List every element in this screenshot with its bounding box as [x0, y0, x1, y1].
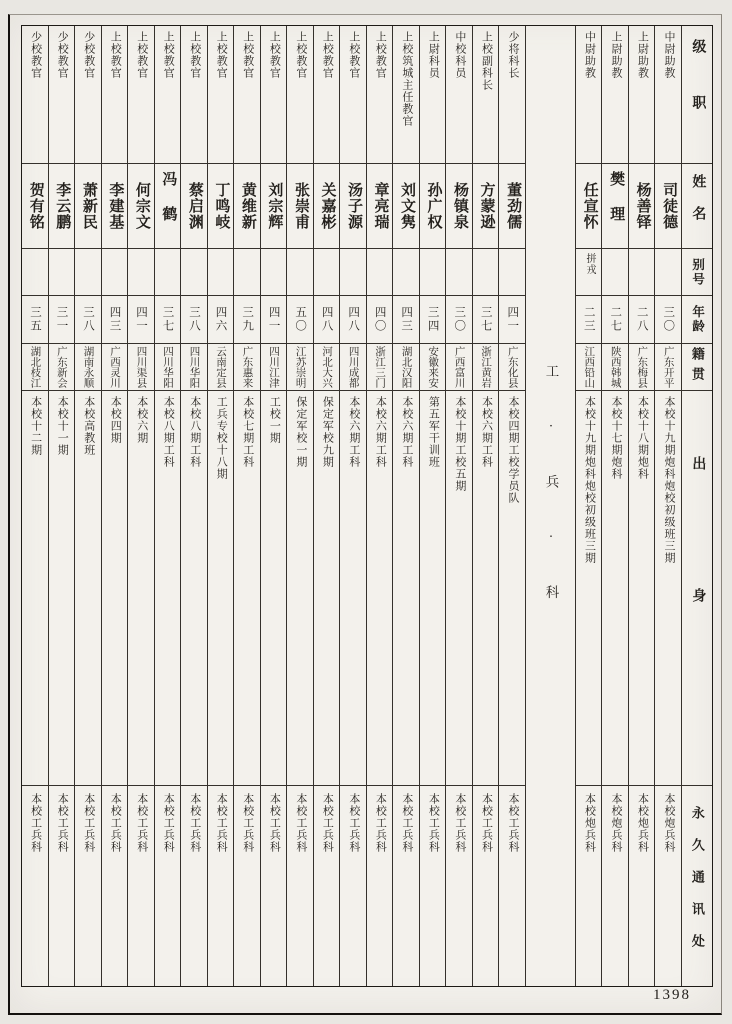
name-cell: 张崇甫	[287, 164, 313, 249]
address-cell: 本校工兵科	[506, 793, 519, 853]
rank-cell: 上校教官	[367, 26, 393, 164]
name-cell: 刘宗辉	[261, 164, 287, 249]
age-cell: 四一	[261, 296, 287, 344]
origin-cell: 浙江三门	[367, 344, 393, 391]
alias-cell	[340, 249, 366, 296]
origin-cell: 安徽来安	[420, 344, 446, 391]
alias-cell	[314, 249, 340, 296]
background-cell: 本校八期工科	[181, 391, 207, 786]
rank-cell: 中尉助教	[655, 26, 681, 164]
background-cell: 保定军校一期	[287, 391, 313, 786]
address-cell: 本校工兵科	[347, 793, 360, 853]
background-cell: 本校十七期炮科	[602, 391, 628, 786]
age-cell: 四八	[340, 296, 366, 344]
age-cell: 二三	[576, 296, 602, 344]
age-cell: 四六	[208, 296, 234, 344]
name-cell: 汤子源	[340, 164, 366, 249]
person-column	[628, 26, 655, 986]
origin-cell: 陕西韩城	[602, 344, 628, 391]
origin-cell: 云南定县	[208, 344, 234, 391]
row-header-rank: 级职	[682, 26, 712, 164]
address-cell: 本校工兵科	[109, 793, 122, 853]
origin-cell: 湖北枝江	[22, 344, 48, 391]
address-cell: 本校工兵科	[29, 793, 42, 853]
origin-cell: 河北大兴	[314, 344, 340, 391]
name-cell: 刘文隽	[393, 164, 419, 249]
origin-cell: 浙江黄岩	[473, 344, 499, 391]
person-column	[74, 26, 101, 986]
address-cell: 本校炮兵科	[636, 793, 649, 853]
background-cell: 第五军干训班	[420, 391, 446, 786]
row-header-name: 姓名	[682, 164, 712, 249]
person-column	[286, 26, 313, 986]
rank-cell: 上尉助教	[602, 26, 628, 164]
alias-cell	[287, 249, 313, 296]
person-column	[233, 26, 260, 986]
background-cell: 本校六期工科	[393, 391, 419, 786]
age-cell: 三八	[181, 296, 207, 344]
rank-cell: 上校教官	[155, 26, 181, 164]
name-cell: 冯鹤	[155, 164, 181, 249]
background-cell: 本校七期工科	[234, 391, 260, 786]
rank-cell: 上校教官	[340, 26, 366, 164]
person-column	[180, 26, 207, 986]
rank-cell: 少校教官	[49, 26, 75, 164]
rank-cell: 上校筑城主任教官	[393, 26, 419, 164]
background-cell: 本校十九期炮科炮校初级班三期	[576, 391, 602, 786]
name-cell: 李云鹏	[49, 164, 75, 249]
age-cell: 四一	[499, 296, 525, 344]
background-cell: 本校八期工科	[155, 391, 181, 786]
age-cell: 四八	[314, 296, 340, 344]
section-divider-label: 工·兵·科	[543, 364, 559, 640]
age-cell: 四三	[102, 296, 128, 344]
origin-cell: 湖北汉阳	[393, 344, 419, 391]
background-cell: 本校六期	[128, 391, 154, 786]
background-cell: 本校十一期	[49, 391, 75, 786]
address-cell: 本校工兵科	[268, 793, 281, 853]
row-header-column	[681, 26, 712, 986]
row-header-background: 出身	[682, 391, 712, 786]
person-column	[313, 26, 340, 986]
origin-cell: 四川渠县	[128, 344, 154, 391]
alias-cell	[473, 249, 499, 296]
person-column	[339, 26, 366, 986]
person-column	[101, 26, 128, 986]
name-cell: 丁鸣岐	[208, 164, 234, 249]
age-cell: 三四	[420, 296, 446, 344]
age-cell: 三八	[75, 296, 101, 344]
alias-cell	[499, 249, 525, 296]
name-cell: 方蒙逊	[473, 164, 499, 249]
row-header-age: 年龄	[682, 296, 712, 344]
name-cell: 孙广权	[420, 164, 446, 249]
name-cell: 樊理	[602, 164, 628, 249]
person-column	[260, 26, 287, 986]
origin-cell: 广东梅县	[629, 344, 655, 391]
person-column	[48, 26, 75, 986]
origin-cell: 广东化县	[499, 344, 525, 391]
person-column	[392, 26, 419, 986]
background-cell: 本校十期工校五期	[446, 391, 472, 786]
rank-cell: 上校教官	[181, 26, 207, 164]
alias-cell	[49, 249, 75, 296]
person-column	[154, 26, 181, 986]
rank-cell: 上校教官	[208, 26, 234, 164]
person-column	[22, 26, 48, 986]
address-cell: 本校炮兵科	[663, 793, 676, 853]
rank-cell: 上校副科长	[473, 26, 499, 164]
address-cell: 本校工兵科	[162, 793, 175, 853]
row-header-origin: 籍贯	[682, 344, 712, 391]
rank-cell: 上尉助教	[629, 26, 655, 164]
address-cell: 本校工兵科	[427, 793, 440, 853]
age-cell: 五〇	[287, 296, 313, 344]
origin-cell: 四川江津	[261, 344, 287, 391]
name-cell: 黄维新	[234, 164, 260, 249]
alias-cell	[234, 249, 260, 296]
scanned-page	[8, 14, 722, 1015]
age-cell: 三五	[22, 296, 48, 344]
person-column	[366, 26, 393, 986]
alias-cell	[629, 249, 655, 296]
alias-cell	[155, 249, 181, 296]
age-cell: 三九	[234, 296, 260, 344]
section-divider-engineering	[525, 26, 575, 986]
background-cell: 本校十二期	[22, 391, 48, 786]
age-cell: 三七	[155, 296, 181, 344]
alias-cell	[208, 249, 234, 296]
rank-cell: 少校教官	[75, 26, 101, 164]
row-header-address: 永久通讯处	[689, 806, 705, 966]
address-cell: 本校工兵科	[480, 793, 493, 853]
age-cell: 二八	[629, 296, 655, 344]
origin-cell: 四川成都	[340, 344, 366, 391]
alias-cell	[261, 249, 287, 296]
alias-cell	[446, 249, 472, 296]
background-cell: 本校十九期炮科炮校初级班三期	[655, 391, 681, 786]
background-cell: 本校四期工校学员队	[499, 391, 525, 786]
rank-cell: 少校教官	[22, 26, 48, 164]
name-cell: 章亮瑞	[367, 164, 393, 249]
alias-cell	[420, 249, 446, 296]
age-cell: 四一	[128, 296, 154, 344]
page-number: 1398	[653, 987, 691, 1003]
address-cell: 本校工兵科	[400, 793, 413, 853]
name-cell: 董劲儒	[499, 164, 525, 249]
address-cell: 本校炮兵科	[583, 793, 596, 853]
person-column	[445, 26, 472, 986]
rank-cell: 上校教官	[287, 26, 313, 164]
background-cell: 本校六期工科	[340, 391, 366, 786]
alias-cell	[655, 249, 681, 296]
age-cell: 二七	[602, 296, 628, 344]
name-cell: 司徒德	[655, 164, 681, 249]
age-cell: 三〇	[446, 296, 472, 344]
person-column	[575, 26, 602, 986]
origin-cell: 四川华阳	[155, 344, 181, 391]
alias-cell	[393, 249, 419, 296]
person-column	[498, 26, 525, 986]
name-cell: 萧新民	[75, 164, 101, 249]
origin-cell: 广东惠来	[234, 344, 260, 391]
age-cell: 四〇	[367, 296, 393, 344]
age-cell: 三一	[49, 296, 75, 344]
origin-cell: 江西铅山	[576, 344, 602, 391]
address-cell: 本校工兵科	[135, 793, 148, 853]
rank-cell: 上校教官	[234, 26, 260, 164]
alias-cell	[181, 249, 207, 296]
address-cell: 本校工兵科	[321, 793, 334, 853]
name-cell: 蔡启渊	[181, 164, 207, 249]
row-header-alias: 别号	[682, 249, 712, 296]
background-cell: 工校一期	[261, 391, 287, 786]
rank-cell: 少将科长	[499, 26, 525, 164]
alias-cell	[367, 249, 393, 296]
alias-cell	[75, 249, 101, 296]
name-cell: 杨善铎	[629, 164, 655, 249]
origin-cell: 江苏崇明	[287, 344, 313, 391]
background-cell: 本校六期工科	[473, 391, 499, 786]
person-column	[601, 26, 628, 986]
rank-cell: 上校教官	[102, 26, 128, 164]
address-cell: 本校工兵科	[241, 793, 254, 853]
origin-cell: 广西富川	[446, 344, 472, 391]
address-cell: 本校工兵科	[82, 793, 95, 853]
name-cell: 关嘉彬	[314, 164, 340, 249]
rank-cell: 上尉科员	[420, 26, 446, 164]
rank-cell: 上校教官	[314, 26, 340, 164]
origin-cell: 广东开平	[655, 344, 681, 391]
rank-cell: 中校科员	[446, 26, 472, 164]
alias-cell	[128, 249, 154, 296]
rank-cell: 中尉助教	[576, 26, 602, 164]
origin-cell: 四川华阳	[181, 344, 207, 391]
address-cell: 本校工兵科	[215, 793, 228, 853]
rank-cell: 上校教官	[128, 26, 154, 164]
person-column	[207, 26, 234, 986]
address-cell: 本校工兵科	[188, 793, 201, 853]
name-cell: 任宣怀	[576, 164, 602, 249]
name-cell: 李建基	[102, 164, 128, 249]
rank-cell: 上校教官	[261, 26, 287, 164]
origin-cell: 广东新会	[49, 344, 75, 391]
address-cell: 本校工兵科	[453, 793, 466, 853]
origin-cell: 湖南永顺	[75, 344, 101, 391]
address-cell: 本校炮兵科	[609, 793, 622, 853]
person-column	[419, 26, 446, 986]
background-cell: 本校十八期炮科	[629, 391, 655, 786]
background-cell: 保定军校九期	[314, 391, 340, 786]
background-cell: 本校六期工科	[367, 391, 393, 786]
background-cell: 本校四期	[102, 391, 128, 786]
address-cell: 本校工兵科	[374, 793, 387, 853]
person-column	[472, 26, 499, 986]
alias-cell	[602, 249, 628, 296]
age-cell: 四三	[393, 296, 419, 344]
alias-cell	[102, 249, 128, 296]
address-cell: 本校工兵科	[56, 793, 69, 853]
alias-cell	[22, 249, 48, 296]
roster-table	[21, 25, 713, 987]
name-cell: 何宗文	[128, 164, 154, 249]
person-column	[654, 26, 681, 986]
age-cell: 三七	[473, 296, 499, 344]
origin-cell: 广西灵川	[102, 344, 128, 391]
address-cell: 本校工兵科	[294, 793, 307, 853]
person-column	[127, 26, 154, 986]
name-cell: 贺有铭	[22, 164, 48, 249]
age-cell: 三〇	[655, 296, 681, 344]
background-cell: 本校高教班	[75, 391, 101, 786]
background-cell: 工兵专校十八期	[208, 391, 234, 786]
name-cell: 杨镇泉	[446, 164, 472, 249]
alias-cell: 拼戎	[576, 249, 602, 296]
